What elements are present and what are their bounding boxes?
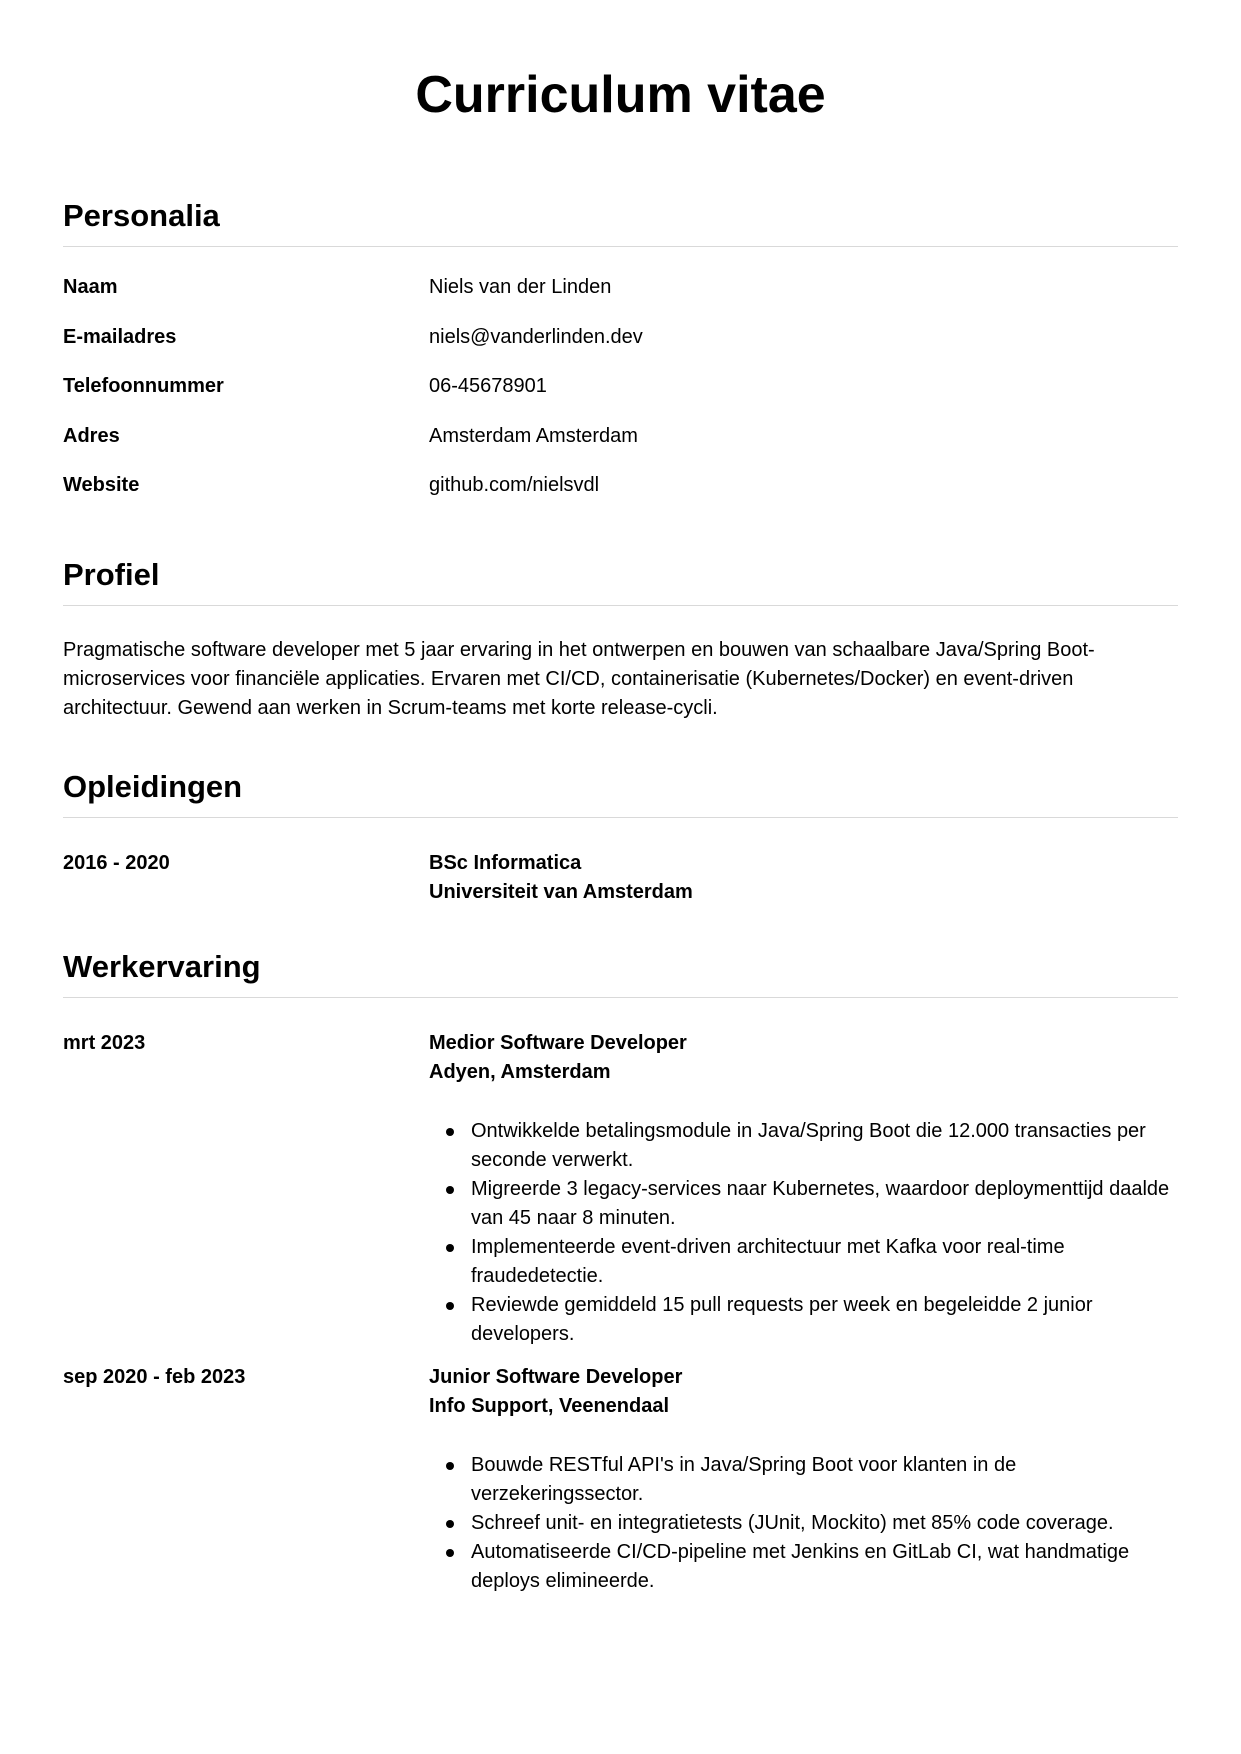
field-value: github.com/nielsvdl bbox=[429, 474, 600, 496]
work-entry bbox=[63, 1349, 1178, 1596]
list-item: Migreerde 3 legacy-services naar Kubernetes, waardoor deploymenttijd daalde van 45 naar 8 minuten. bbox=[471, 1175, 1178, 1233]
document-title: Curriculum vitae bbox=[415, 66, 826, 124]
entry-body bbox=[429, 1029, 1178, 1349]
section-heading: Opleidingen bbox=[63, 767, 1178, 818]
institution-name: Universiteit van Amsterdam bbox=[429, 880, 693, 903]
personalia-row-name bbox=[63, 277, 1178, 327]
list-item: Automatiseerde CI/CD-pipeline met Jenkins en GitLab CI, wat handmatige deploys elimineerde. bbox=[471, 1538, 1178, 1596]
entry-body bbox=[429, 849, 1178, 907]
section-heading: Werkervaring bbox=[63, 947, 1178, 998]
job-company: Adyen, Amsterdam bbox=[429, 1060, 611, 1083]
field-label: E-mailadres bbox=[63, 325, 177, 348]
section-profiel bbox=[63, 555, 1178, 723]
list-item: Ontwikkelde betalingsmodule in Java/Spring Boot die 12.000 transacties per seconde verwerkt. bbox=[471, 1117, 1178, 1175]
work-entry bbox=[63, 998, 1178, 1349]
entry-body bbox=[429, 1363, 1178, 1596]
field-label: Website bbox=[63, 474, 140, 496]
section-opleidingen bbox=[63, 767, 1178, 907]
personalia-row-email bbox=[63, 327, 1178, 377]
entry-period: 2016 - 2020 bbox=[63, 851, 170, 874]
section-heading: Profiel bbox=[63, 555, 1178, 606]
field-value: Niels van der Linden bbox=[429, 276, 612, 298]
section-heading: Personalia bbox=[63, 196, 1178, 247]
job-role: Medior Software Developer bbox=[429, 1031, 687, 1054]
list-item: Bouwde RESTful API's in Java/Spring Boot voor klanten in de verzekeringssector. bbox=[471, 1451, 1178, 1509]
personalia-list bbox=[63, 247, 1178, 525]
degree-title: BSc Informatica bbox=[429, 851, 582, 874]
field-value: 06-45678901 bbox=[429, 375, 547, 397]
achievement-list bbox=[429, 1451, 1178, 1596]
field-label: Telefoonnummer bbox=[63, 375, 224, 397]
achievement-list bbox=[429, 1117, 1178, 1349]
section-personalia bbox=[63, 196, 1178, 525]
field-label: Naam bbox=[63, 276, 118, 298]
profile-text: Pragmatische software developer met 5 jaar ervaring in het ontwerpen en bouwen van schaalbare Java/Spring Boot-microservices voor financiële applicaties. Ervaren met CI/CD, containerisatie (Kubernetes/Docker) en event-driven architectuur. Gewend aan werken in Scrum-teams met korte release-cycli. bbox=[63, 638, 1095, 719]
entry-period: mrt 2023 bbox=[63, 1031, 146, 1054]
personalia-row-address bbox=[63, 426, 1178, 476]
job-company: Info Support, Veenendaal bbox=[429, 1394, 670, 1417]
personalia-row-phone bbox=[63, 376, 1178, 426]
education-entry bbox=[63, 818, 1178, 907]
field-value: niels@vanderlinden.dev bbox=[429, 325, 643, 348]
section-werkervaring bbox=[63, 947, 1178, 1596]
field-label: Adres bbox=[63, 424, 120, 447]
field-value: Amsterdam Amsterdam bbox=[429, 424, 638, 447]
list-item: Schreef unit- en integratietests (JUnit, Mockito) met 85% code coverage. bbox=[471, 1509, 1178, 1538]
personalia-row-website bbox=[63, 475, 1178, 525]
list-item: Implementeerde event-driven architectuur met Kafka voor real-time fraudedetectie. bbox=[471, 1233, 1178, 1291]
job-role: Junior Software Developer bbox=[429, 1365, 683, 1388]
entry-period: sep 2020 - feb 2023 bbox=[63, 1365, 246, 1388]
list-item: Reviewde gemiddeld 15 pull requests per week en begeleidde 2 junior developers. bbox=[471, 1291, 1178, 1349]
